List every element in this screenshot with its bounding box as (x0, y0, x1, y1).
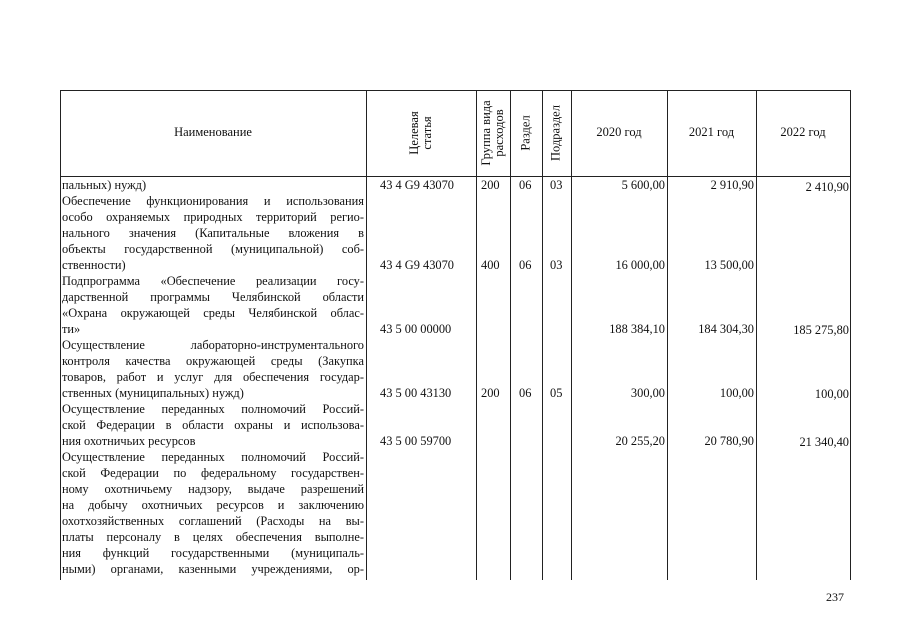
row-value-2021: 184 304,30 (698, 322, 754, 336)
header-2021: 2021 год (688, 125, 735, 139)
row-name-line: контроля качества окружающей среды (Закупка (62, 354, 364, 368)
row-name-line: ти» (62, 322, 81, 336)
row-article: 43 5 00 43130 (380, 386, 452, 400)
table-top-border (60, 90, 850, 91)
row-name-line: ственности) (62, 258, 126, 272)
row-value-2022: 2 410,90 (805, 180, 849, 194)
row-name-line: дарственной программы Челябинской области (62, 290, 364, 304)
row-value-2020: 5 600,00 (621, 178, 665, 192)
row-section: 06 (519, 178, 532, 192)
row-subsection: 05 (550, 386, 563, 400)
col-border-left (60, 90, 61, 580)
col-border-article (476, 90, 477, 580)
row-value-2021: 2 910,90 (710, 178, 754, 192)
row-value-2022: 185 275,80 (793, 323, 849, 337)
header-bottom-border (60, 176, 850, 177)
row-group: 200 (481, 178, 500, 192)
row-name-line: особо охраняемых природных территорий регио- (62, 210, 364, 224)
row-name-line: Подпрограмма «Обеспечение реализации госу- (62, 274, 364, 288)
row-name-line: охотхозяйственных соглашений (Расходы на вы- (62, 514, 364, 528)
col-border-group (510, 90, 511, 580)
row-value-2020: 20 255,20 (615, 434, 665, 448)
row-name-line: пальных) нужд) (62, 178, 147, 192)
row-name-line: объекты государственной (муниципальной) соб- (62, 242, 364, 256)
row-name-line: ния охотничьих ресурсов (62, 434, 196, 448)
row-group: 200 (481, 386, 500, 400)
header-2020: 2020 год (596, 125, 642, 139)
row-name-line: товаров, работ и услуг для обеспечения государ- (62, 370, 364, 384)
row-group: 400 (481, 258, 500, 272)
header-section: Раздел (518, 115, 533, 151)
row-value-2022: 100,00 (814, 387, 849, 401)
row-name-line: платы персоналу в целях обеспечения выполне- (62, 530, 364, 544)
col-border-name (366, 90, 367, 580)
page-number: 237 (826, 590, 844, 604)
row-name-line: Осуществление переданных полномочий Россий- (62, 450, 364, 464)
row-name-line: ственных (муниципальных) нужд) (62, 386, 244, 400)
row-name-line: ными) органами, казенными учреждениями, ор- (62, 562, 364, 576)
row-name-line: ской Федерации по федеральному государствен- (62, 466, 364, 480)
header-name: Наименование (174, 125, 252, 139)
row-section: 06 (519, 258, 532, 272)
header-2022: 2022 год (780, 125, 826, 139)
col-border-section (542, 90, 543, 580)
row-article: 43 4 G9 43070 (380, 178, 454, 192)
row-article: 43 5 00 00000 (380, 322, 452, 336)
row-name-line: нального значения (Капитальные вложения в (62, 226, 364, 240)
row-subsection: 03 (550, 178, 563, 192)
row-article: 43 5 00 59700 (380, 434, 452, 448)
row-value-2020: 300,00 (630, 386, 665, 400)
row-value-2021: 100,00 (719, 386, 754, 400)
row-name-line: Осуществление переданных полномочий Россий- (62, 402, 364, 416)
row-value-2021: 20 780,90 (704, 434, 754, 448)
row-section: 06 (519, 386, 532, 400)
row-name-line: ния функций государственными (муниципаль- (62, 546, 364, 560)
header-subsection: Подраздел (548, 105, 563, 161)
row-name-line: Обеспечение функционирования и использования (62, 194, 364, 208)
row-name-line: ской Федерации в области охраны и использова- (62, 418, 364, 432)
row-value-2020: 188 384,10 (609, 322, 665, 336)
col-border-right (850, 90, 851, 580)
row-name-line: ному охотничьему надзору, выдаче разрешений (62, 482, 364, 496)
header-target-article: Целевая статья (407, 111, 434, 155)
row-value-2022: 21 340,40 (799, 435, 849, 449)
row-name-line: «Охрана окружающей среды Челябинской облас- (62, 306, 364, 320)
row-subsection: 03 (550, 258, 563, 272)
row-article: 43 4 G9 43070 (380, 258, 454, 272)
row-value-2020: 16 000,00 (615, 258, 665, 272)
header-expense-group: Группа вида расходов (479, 100, 506, 166)
row-name-line: на добычу охотничьих ресурсов и заключению (62, 498, 364, 512)
row-name-line: Осуществление лабораторно-инструментального (62, 338, 364, 352)
row-value-2021: 13 500,00 (704, 258, 754, 272)
